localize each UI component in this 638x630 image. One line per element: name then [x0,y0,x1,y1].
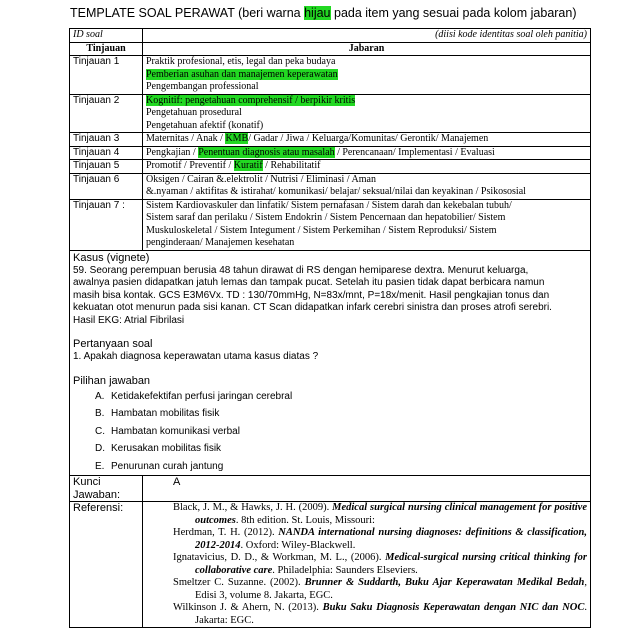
referensi-row [70,502,591,628]
reference-title: Medical surgical nursing clinical management for positive outcomes [195,502,587,526]
jabaran-text: / Gadar / Jiwa / Keluarga/Komunitas/ Gerontik/ Manajemen [248,133,489,144]
referensi-list [143,502,591,628]
jabaran-cell [143,133,591,147]
option-text: Kerusakan mobilitas fisik [111,443,222,454]
header-tinjauan: Tinjauan [70,42,143,56]
tinjauan-row [70,173,591,199]
tinjauan-row [70,56,591,95]
reference-text: . Oxford: Wiley-Blackwell. [240,539,356,551]
kasus-line: 59. Seorang perempuan berusia 48 tahun dirawat di RS dengan hemiparese dextra. Menurut keluarga, [73,264,529,276]
jabaran-text: / Rehabilitatif [262,160,321,171]
answer-options [73,388,587,476]
option-letter: E. [95,460,105,472]
reference-title: Buku Saku Diagnosis Keperawatan dengan NIC dan NOC [322,602,585,613]
jabaran-line [146,95,587,108]
reference-item [173,552,587,577]
kunci-row [70,476,591,502]
page-title: TEMPLATE SOAL PERAWAT (beri warna hijau pada item yang sesuai pada kolom jabaran) [70,6,577,20]
option-text: Ketidakefektifan perfusi jaringan cerebral [111,390,293,402]
tinjauan-row [70,199,591,250]
jabaran-line [146,212,587,225]
jabaran-cell [143,173,591,199]
tinjauan-label: Tinjauan 1 [70,56,143,95]
jabaran-text: Muskuloskeletal / Sistem Integument / Sistem Perkemihan / Sistem Reproduksi/ Sistem [146,224,497,236]
tinjauan-label: Tinjauan 2 [70,94,143,133]
kasus-row [70,250,591,476]
pilihan-heading: Pilihan jawaban [73,374,151,387]
tinjauan-label: Tinjauan 7 : [70,199,143,250]
option-letter: D. [95,443,105,454]
jabaran-text: Pengetahuan prosedural [146,107,242,118]
jabaran-line [146,133,587,146]
highlighted-item: Kuratif [233,160,263,171]
kunci-value: A [143,476,591,502]
header-jabaran: Jabaran [143,42,591,56]
highlighted-item: Penentuan diagnosis atau masalah [198,146,335,158]
jabaran-text: Pengetahuan afektif (konatif) [146,119,264,131]
option-letter: A. [95,390,105,402]
jabaran-text: Sistem saraf dan perilaku / Sistem Endokrin / Sistem Pencernaan dan hepatobilier/ Sistem [146,212,506,223]
reference-title: Medical-surgical nursing critical thinking for collaborative care [195,552,587,576]
reference-item [173,577,587,602]
tinjauan-row [70,160,591,174]
tinjauan-label: Tinjauan 3 [70,133,143,147]
title-highlight: hijau [304,6,331,20]
jabaran-line [146,200,587,213]
tinjauan-row [70,94,591,133]
reference-title: NANDA international nursing diagnoses: definitions & classification, 2012-2014 [195,527,587,551]
highlighted-item: Pemberian asuhan dan manajemen keperawatan [146,68,338,80]
reference-text: Herdman, T. H. (2012). [173,527,279,538]
tinjauan-row [70,133,591,147]
jabaran-text: Oksigen / Cairan &.elektrolit / Nutrisi / Eliminasi / Aman [146,173,376,185]
option-letter: C. [95,425,105,437]
header-row [70,42,591,56]
kasus-text [73,265,587,328]
jabaran-line [146,120,587,133]
jabaran-line [146,237,587,250]
jabaran-cell [143,146,591,160]
reference-item [173,602,587,627]
jabaran-text: Promotif / Preventif / [146,160,234,171]
jabaran-text: Praktik profesional, etis, legal dan peka budaya [146,56,336,67]
option-letter: B. [95,408,105,419]
tinjauan-label: Tinjauan 5 [70,160,143,174]
reference-text: . 8th edition. St. Louis, Missouri: [235,514,375,526]
jabaran-text: &.nyaman / aktifitas & istirahat/ komunikasi/ belajar/ seksual/nilai dan keyakinan / Psikososial [146,186,526,197]
pertanyaan-text: 1. Apakah diagnosa keperawatan utama kasus diatas ? [73,351,319,362]
reference-text: . Jakarta: EGC. [195,602,587,626]
pertanyaan-heading: Pertanyaan soal [73,338,153,350]
jabaran-line [146,69,587,82]
id-hint: (diisi kode identitas soal oleh panitia) [143,29,591,43]
kunci-label: Kunci Jawaban: [70,476,143,502]
tinjauan-row [70,146,591,160]
reference-text: Black, J. M., & Hawks, J. H. (2009). [173,502,333,513]
jabaran-text: Pengkajian / [146,146,199,158]
reference-text: . Philadelphia: Saunders Elseviers. [272,564,418,576]
kasus-line: Hasil EKG: Atrial Fibrilasi [73,314,185,326]
jabaran-cell [143,94,591,133]
kasus-line: kekuatan otot menurun pada sisi kanan. CT Scan didapatkan infark cerebri sinistra dan proses atrofi serebri. [73,302,552,313]
jabaran-text: Maternitas / Anak / [146,133,226,144]
reference-text: , Edisi 3, volume 8. Jakarta, EGC. [195,577,588,601]
reference-title: Brunner & Suddarth, Buku Ajar Keperawatan Medikal Bedah [304,577,585,588]
jabaran-cell [143,160,591,174]
reference-text: Wilkinson J. & Ahern, N. (2013). [173,602,323,613]
referensi-label: Referensi: [70,502,143,628]
jabaran-line [146,147,587,160]
option-text: Penurunan curah jantung [111,460,224,472]
reference-text: Smeltzer C. Suzanne. (2002). [173,577,305,588]
kasus-line: awalnya pasien didapatkan jatuh lemas dan tampak pucat. Setelah itu pasien tidak dapat berbicara namun [73,277,545,288]
tinjauan-rows [70,56,591,251]
jabaran-text: penginderaan/ Manajemen kesehatan [146,237,295,248]
highlighted-item: Kognitif: pengetahuan comprehensif / berpikir kritis [146,94,356,106]
option-text: Hambatan komunikasi verbal [111,425,240,437]
kasus-line: masih bisa kontak. GCS E3M6Vx. TD : 130/70mmHg, N=83x/mnt, P=18x/menit. Hasil pengkajian tonus dan [73,289,550,301]
jabaran-cell [143,199,591,250]
reference-item [173,502,587,527]
tinjauan-label: Tinjauan 6 [70,173,143,199]
tinjauan-label: Tinjauan 4 [70,146,143,160]
answer-option [73,405,587,423]
jabaran-line [146,107,587,120]
answer-option [73,440,587,458]
reference-text: Ignatavicius, D. D., & Workman, M. L., (2006). [173,552,386,563]
id-row [70,29,591,43]
kasus-cell [70,250,591,476]
jabaran-line [146,81,587,94]
jabaran-line [146,174,587,187]
jabaran-line [146,225,587,238]
reference-item [173,527,587,552]
kasus-heading: Kasus (vignete) [73,251,150,264]
jabaran-text: Sistem Kardiovaskuler dan linfatik/ Sistem pernafasan / Sistem darah dan kekebalan tubuh/ [146,199,512,211]
answer-option [73,388,587,406]
jabaran-line [146,186,587,199]
option-text: Hambatan mobilitas fisik [111,408,220,419]
jabaran-text: Pengembangan professional [146,81,259,92]
jabaran-line [146,160,587,173]
id-label: ID soal [70,29,143,43]
jabaran-text: / Perencanaan/ Implementasi / Evaluasi [334,146,495,158]
highlighted-item: KMB [225,133,249,144]
answer-option [73,458,587,476]
question-template-table [69,28,591,628]
jabaran-cell [143,56,591,95]
jabaran-line [146,56,587,69]
answer-option [73,423,587,441]
